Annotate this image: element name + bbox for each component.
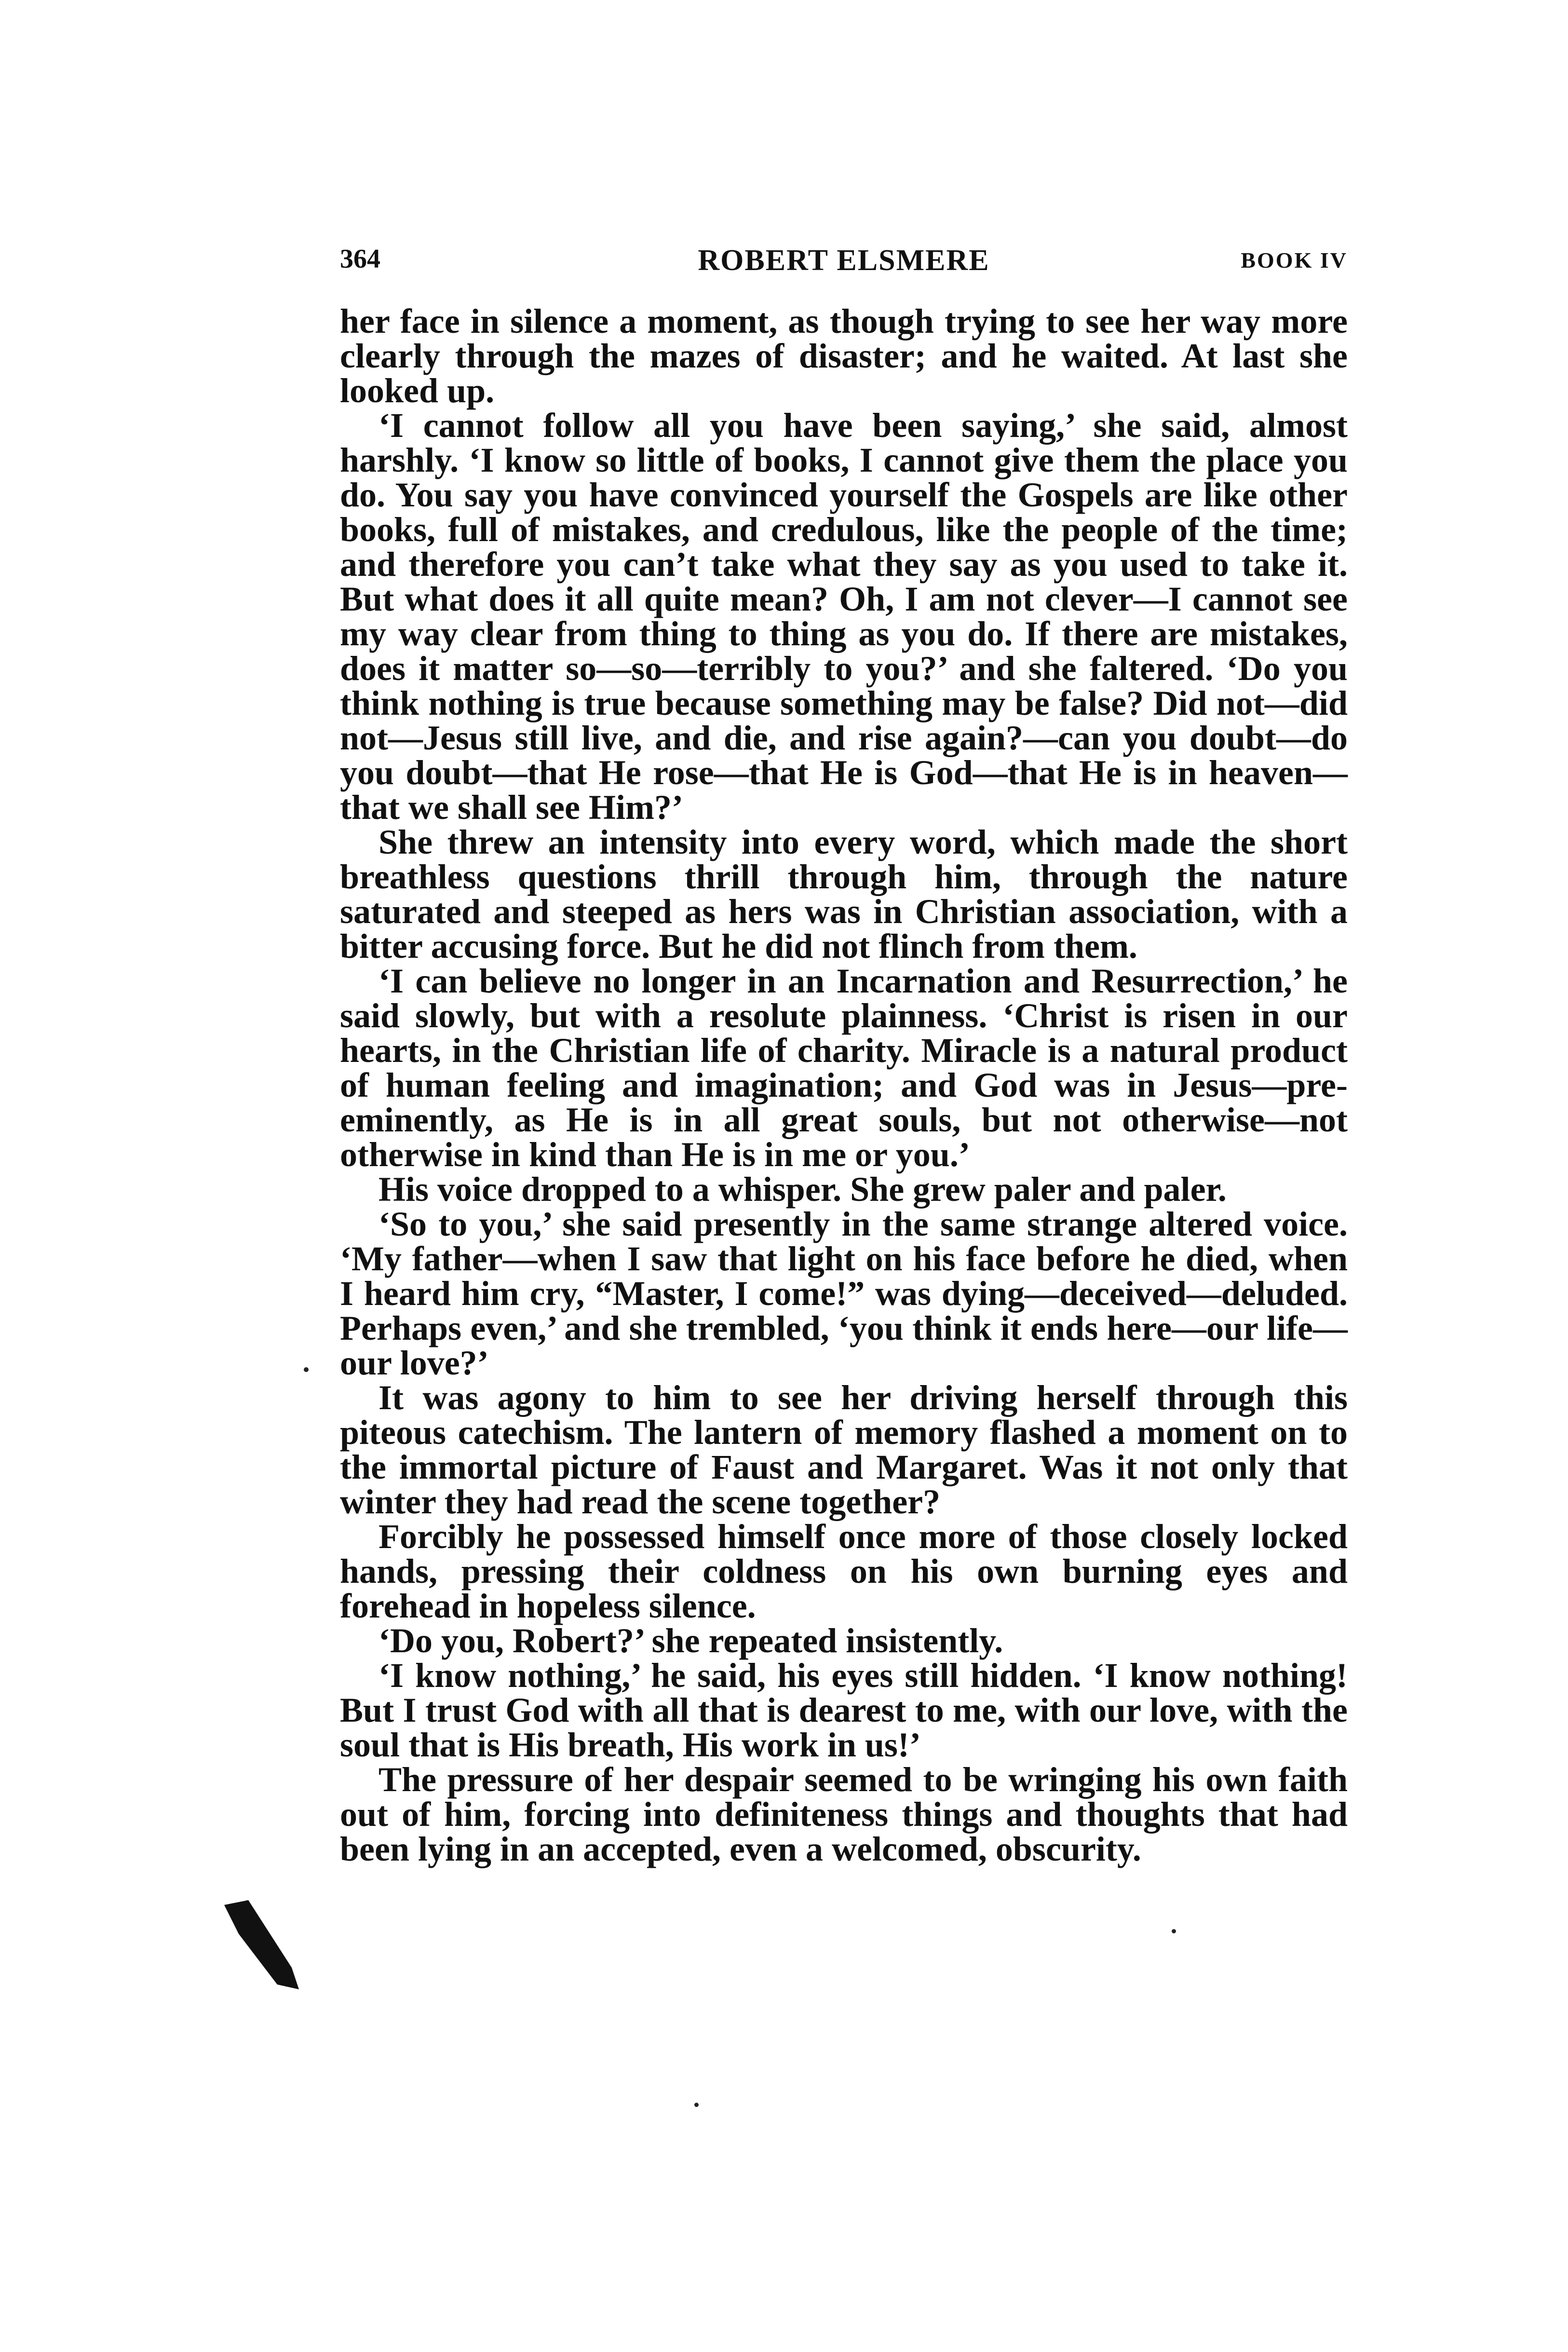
paragraph: Forcibly he possessed himself once more of those closely locked hands, pressing their coldness on his own burning eyes and forehead in hopeless silence. xyxy=(340,1517,1348,1625)
body-text xyxy=(340,304,1348,1866)
running-title: ROBERT ELSMERE xyxy=(698,244,990,277)
book-part-label: BOOK IV xyxy=(1241,248,1348,272)
ink-speck xyxy=(1172,1929,1176,1933)
paragraph: His voice dropped to a whisper. She grew paler and paler. xyxy=(378,1170,1227,1209)
paragraph: ‘I can believe no longer in an Incarnation and Resurrection,’ he said slowly, but with a resolute plainness. ‘Christ is risen in our hearts, in the Christian life of charity. Miracle is a natural product of human feeling and imagination; and God was in Jesus—pre-eminently, as He is in all great souls, but not otherwise—not otherwise in kind than He is in me or you.’ xyxy=(340,962,1348,1174)
paragraph: her face in silence a moment, as though trying to see her way more clearly through the mazes of disaster; and he waited. At last she looked up. xyxy=(340,302,1348,410)
paragraph: ‘So to you,’ she said presently in the same strange altered voice. ‘My father—when I saw that light on his face before he died, when I heard him cry, “Master, I come!” was dying—deceived—deluded. Perhaps even,’ and she trembled, ‘you think it ends here—our life—our love?’ xyxy=(340,1205,1348,1382)
paragraph: ‘I cannot follow all you have been saying,’ she said, almost harshly. ‘I know so little of books, I cannot give them the place you do. You say you have convinced yourself the Gospels are like other books, full of mistakes, and credulous, like the people of the time; and therefore you can’t take what they say as you used to take it. But what does it all quite mean? Oh, I am not clever—I cannot see my way clear from thing to thing as you do. If there are mistakes, does it matter so—so—terribly to you?’ and she faltered. ‘Do you think nothing is true because something may be false? Did not—did not—Jesus still live, and die, and rise again?—can you doubt—do you doubt—that He rose—that He is God—that He is in heaven—that we shall see Him?’ xyxy=(340,406,1348,827)
paragraph: She threw an intensity into every word, which made the short breathless questions thrill through him, through the nature saturated and steeped as hers was in Christian association, with a bitter accusing force. But he did not flinch from them. xyxy=(340,823,1348,965)
paragraph: It was agony to him to see her driving herself through this piteous catechism. The lantern of memory flashed a moment on to the immortal picture of Faust and Margaret. Was it not only that winter they had read the scene together? xyxy=(340,1378,1348,1521)
ink-speck xyxy=(304,1367,309,1372)
ink-blot-mark xyxy=(219,1895,301,1992)
page-number: 364 xyxy=(340,244,380,274)
paragraph: The pressure of her despair seemed to be wringing his own faith out of him, forcing into definiteness things and thoughts that had been lying in an accepted, even a welcomed, obscurity. xyxy=(340,1760,1348,1868)
paragraph: ‘I know nothing,’ he said, his eyes still hidden. ‘I know nothing! But I trust God with all that is dearest to me, with our love, with the soul that is His breath, His work in us!’ xyxy=(340,1656,1348,1764)
page-header xyxy=(340,244,1348,282)
paragraph: ‘Do you, Robert?’ she repeated insistently. xyxy=(378,1621,1003,1660)
ink-speck xyxy=(694,2103,699,2107)
